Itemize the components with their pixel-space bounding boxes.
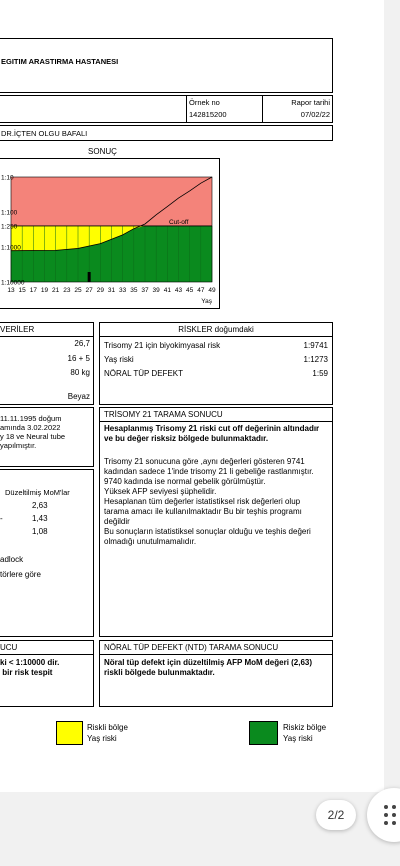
- x-tick-label: 35: [130, 287, 138, 294]
- sample-no-label: Örnek no: [189, 98, 220, 107]
- doctor-row: [0, 125, 333, 141]
- info-line-2: amında 3.02.2022: [0, 423, 61, 432]
- dot-icon: [392, 821, 396, 825]
- info-line-3: y 18 ve Neural tube: [0, 432, 66, 441]
- risk-value-2: 1:1273: [303, 355, 328, 364]
- x-tick-label: 27: [85, 287, 93, 294]
- mom-dash: -: [0, 514, 3, 523]
- page-indicator[interactable]: 2/2: [316, 800, 356, 830]
- risk-label-1: Trisomy 21 için biyokimyasal risk: [104, 341, 221, 350]
- dot-icon: [384, 813, 388, 817]
- x-tick-label: 17: [29, 287, 37, 294]
- info-line-4: yapılmıştır.: [0, 441, 37, 450]
- x-tick-label: 43: [174, 287, 183, 294]
- report-date-value: 07/02/22: [300, 110, 330, 119]
- risk-chart-frame: [0, 158, 220, 309]
- y-tick-label: 1:1000: [1, 244, 21, 252]
- report-date-label: Rapor tarihi: [291, 98, 330, 107]
- x-tick-label: 15: [18, 287, 26, 294]
- risk-value-1: 1:9741: [303, 341, 328, 350]
- legend-age-risk-label-2: Yaş riski: [283, 734, 313, 743]
- legend-age-risk-label: Yaş riski: [87, 734, 117, 743]
- value-row-3: 80 kg: [70, 368, 90, 377]
- result-label: SONUÇ: [88, 147, 117, 156]
- risk-label-2: Yaş riski: [104, 355, 134, 364]
- patient-marker: [88, 272, 91, 282]
- x-tick-label: 13: [7, 287, 15, 294]
- mom-value-1: 2,63: [32, 501, 48, 510]
- cutoff-label: Cut-off: [169, 218, 189, 226]
- x-tick-label: 21: [52, 287, 60, 294]
- mom-extra-2: törlere göre: [0, 570, 41, 579]
- x-tick-label: 47: [197, 287, 205, 294]
- legend-safe-swatch: [249, 721, 278, 745]
- x-tick-label: 37: [141, 287, 149, 294]
- x-axis-label: Yaş: [201, 298, 212, 305]
- y-tick-label: 1:10: [1, 174, 14, 182]
- mom-extra-1: adlock: [0, 555, 24, 564]
- dot-icon: [392, 805, 396, 809]
- values-title: VERİLER: [0, 325, 35, 334]
- doctor-name: DR.İÇTEN OLGU BAFALI: [1, 129, 88, 138]
- x-tick-label: 23: [63, 287, 71, 294]
- risk-value-3: 1:59: [312, 369, 328, 378]
- risk-label-3: NÖRAL TÜP DEFEKT: [104, 369, 183, 378]
- x-tick-label: 29: [96, 287, 104, 294]
- left-result-title: UCU: [0, 643, 18, 652]
- x-tick-label: 31: [107, 287, 116, 294]
- viewer-background: [384, 0, 400, 792]
- x-tick-label: 19: [40, 287, 49, 294]
- more-options-button[interactable]: [367, 788, 400, 842]
- value-race: Beyaz: [67, 392, 90, 401]
- x-tick-label: 39: [152, 287, 160, 294]
- value-row-1: 26,7: [74, 339, 90, 348]
- mom-value-3: 1,08: [32, 527, 48, 536]
- trisomy-summary: Hesaplanmış Trisomy 21 riski cut off değerinin altındadır ve bu değer risksiz bölgede bulunmaktadır.: [104, 424, 320, 443]
- dot-icon: [384, 805, 388, 809]
- trisomy-body: Trisomy 21 sonucuna göre ,aynı değerleri gösteren 9741 kadından sadece 1'inde trisomy 21 li gebeliğe rastlanmıştır. 9740 kadında ise normal gebelik görülmüştür. Yüksek AFP seviyesi şüphelidir. Hesaplanan tüm değerler istatistiksel risk değerleri olup tarama amacı ile kullanılmaktadır Bu bir teşhis programı değildir Bu sonuçların istatistiksel sonuçlar olduğu ve teşhis değeri olmadığı unutulmamalıdır.: [104, 457, 314, 546]
- mom-header: Düzeltilmiş MoM'lar: [5, 488, 70, 497]
- legend-safe-label: Riskiz bölge: [283, 723, 327, 732]
- trisomy-title: TRİSOMY 21 TARAMA SONUCU: [104, 410, 223, 419]
- x-tick-label: 45: [186, 287, 194, 294]
- left-result-line-1: ki < 1:10000 dir.: [0, 658, 60, 667]
- hospital-title: EGITIM ARASTIRMA HASTANESI: [1, 57, 119, 66]
- y-tick-label: 1:100: [1, 209, 18, 217]
- y-tick-label: 1:250: [1, 223, 18, 231]
- x-tick-label: 25: [74, 287, 82, 294]
- ntd-title: NÖRAL TÜP DEFEKT (NTD) TARAMA SONUCU: [104, 643, 279, 652]
- sample-no-value: 142815200: [189, 110, 227, 119]
- value-row-2: 16 + 5: [67, 354, 90, 363]
- mom-value-2: 1,43: [32, 514, 48, 523]
- risk-chart: [0, 159, 219, 308]
- legend-risky-label: Riskli bölge: [87, 723, 128, 732]
- risks-title: RİSKLER doğumdaki: [178, 325, 254, 334]
- left-result-line-2: bir risk tespit: [0, 668, 53, 677]
- info-line-1: 11.11.1995 doğum: [0, 414, 62, 423]
- dot-icon: [384, 821, 388, 825]
- dot-icon: [392, 813, 396, 817]
- legend-risky-swatch: [56, 721, 83, 745]
- x-tick-label: 41: [163, 287, 171, 294]
- hospital-title-box: [0, 38, 333, 93]
- y-tick-label: 1:10000: [1, 279, 25, 287]
- ntd-summary: Nöral tüp defekt için düzeltilmiş AFP MoM değeri (2,63) riskli bölgede bulunmaktadır.: [104, 658, 313, 677]
- x-tick-label: 49: [208, 287, 216, 294]
- x-tick-label: 33: [119, 287, 127, 294]
